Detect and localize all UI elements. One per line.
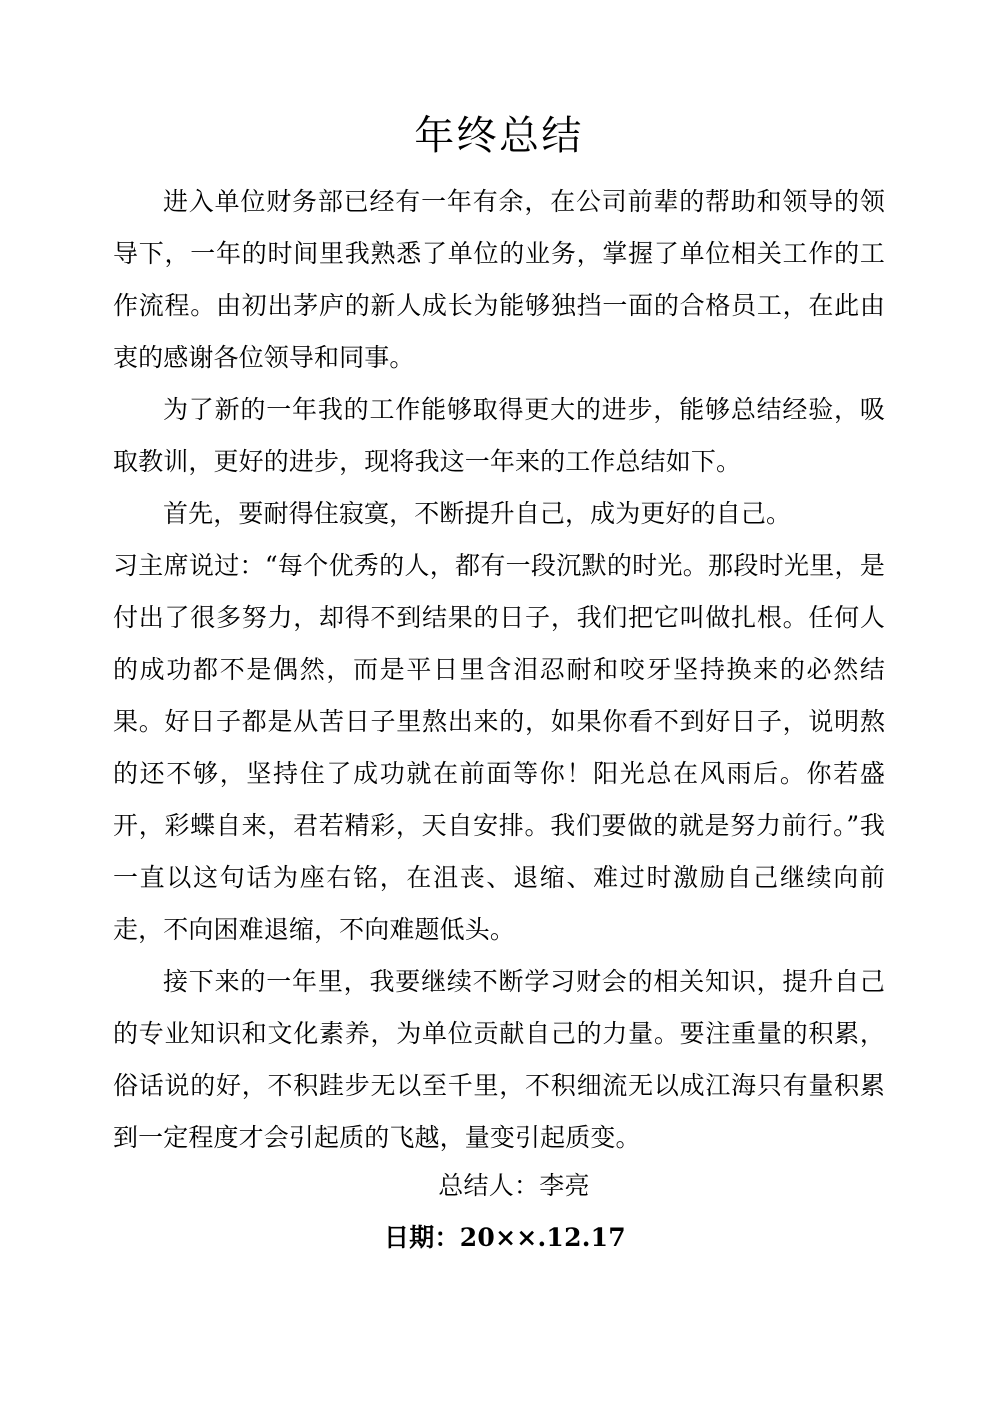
paragraph-point-first: 首先，要耐得住寂寞，不断提升自己，成为更好的自己。 [163, 499, 792, 528]
paragraph-intro: 进入单位财务部已经有一年有余，在公司前辈的帮助和领导的领导下，一年的时间里我熟悉了单位的业务，掌握了单位相关工作的工作流程。由初出茅庐的新人成长为能够独挡一面的合格员工，在此由衷的感谢各位领导和同事。 [113, 187, 885, 372]
paragraph-purpose: 为了新的一年我的工作能够取得更大的进步，能够总结经验，吸取教训，更好的进步，现将我这一年来的工作总结如下。 [113, 395, 885, 476]
signature-author: 总结人：李亮 [438, 1171, 590, 1200]
signature-block [113, 1160, 885, 1264]
paragraph-outlook: 接下来的一年里，我要继续不断学习财会的相关知识，提升自己的专业知识和文化素养，为单位贡献自己的力量。要注重量的积累，俗话说的好，不积跬步无以至千里，不积细流无以成江海只有量积累到一定程度才会引起质的飞越，量变引起质变。 [113, 967, 885, 1152]
paragraph-quote: 习主席说过：“每个优秀的人，都有一段沉默的时光。那段时光里，是付出了很多努力，却得不到结果的日子，我们把它叫做扎根。任何人的成功都不是偶然，而是平日里含泪忍耐和咬牙坚持换来的必然结果。好日子都是从苦日子里熬出来的，如果你看不到好日子，说明熬的还不够，坚持住了成功就在前面等你！阳光总在风雨后。你若盛开，彩蝶自来，君若精彩，天自安排。我们要做的就是努力前行。”我一直以这句话为座右铭，在沮丧、退缩、难过时激励自己继续向前走，不向困难退缩，不向难题低头。 [113, 551, 885, 944]
page-title: 年终总结 [414, 113, 584, 159]
document-content [113, 176, 885, 1164]
signature-date: 日期：20××.12.17 [384, 1223, 626, 1252]
